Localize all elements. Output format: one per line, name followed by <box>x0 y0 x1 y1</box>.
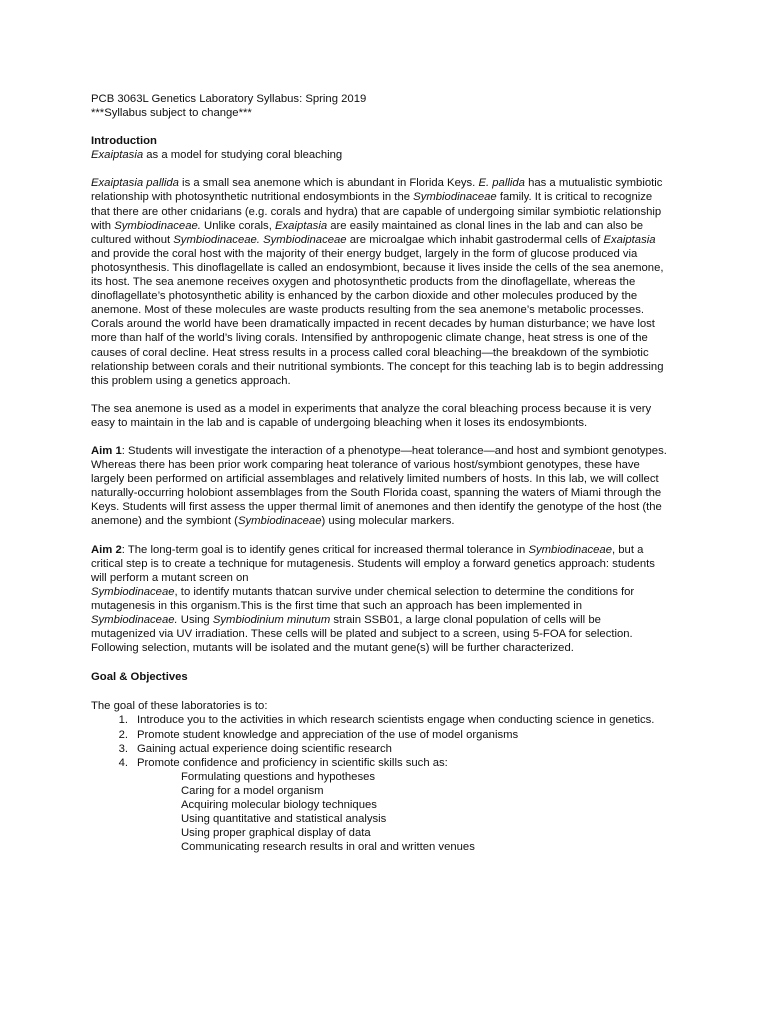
goals-heading: Goal & Objectives <box>91 671 188 684</box>
goal-item <box>91 713 667 727</box>
italic-term: Symbiodinaceae. <box>91 614 178 626</box>
text-run: : Students will investigate the interaction of a phenotype—heat tolerance—and host and symbiont genotypes. Whereas there has been prior work comparing heat tolerance of various host/symbiont genotypes, these have largely been performed on artificial assemblages and relatively limited numbers of hosts. In this lab, we will collect naturally-occurring holobiont assemblages from the South Florida coast, spanning the waters of Miami through the Keys. Students will first assess the upper thermal limit of anemones and then identify the genotype of the host (the anemone) and the symbiont ( <box>91 444 667 528</box>
intro-paragraph-1 <box>91 176 667 387</box>
italic-term: Symbiodinium minutum <box>212 614 331 626</box>
text-run: , to identify mutants thatcan survive under chemical selection to determine the conditions for mutagenesis in this organism.This is the first time that such an approach has been implemented in <box>91 585 635 612</box>
document-title: PCB 3063L Genetics Laboratory Syllabus: Spring 2019 <box>91 93 367 105</box>
intro-subtitle-text: as a model for studying coral bleaching <box>143 149 343 162</box>
italic-term: Exaiptasia <box>603 233 656 246</box>
italic-term: Symbiodinaceae <box>237 515 322 528</box>
aim-2-body <box>91 544 655 655</box>
text-run: and provide the coral host with the majority of their energy budget, largely in the form of glucose produced via photosynthesis. This dinoflagellate is called an endosymbiont, because it lives inside the cells of the sea anemone, its host. The sea anemone receives oxygen and photosynthetic products from the dinoflagellate, whereas the dinoflagellate’s photosynthetic ability is enhanced by the carbon dioxide and other molecules produced by the anemone. Most of these molecules are waste products resulting from the sea anemone’s metabolic processes. Corals around the world have been dramatically impacted in recent decades by human disturbance; we have lost more than half of the world’s living corals. Intensified by anthropogenic climate change, heat stress is one of the causes of coral decline. Heat stress results in a process called coral bleaching—the breakdown of the symbiotic relationship between corals and their nutritional symbionts. The concept for this teaching lab is to begin addressing this problem using a genetics approach. <box>91 247 664 387</box>
skills-list <box>91 770 667 855</box>
italic-term: E. pallida <box>478 177 525 190</box>
italic-term: Symbiodinaceae. <box>114 219 201 232</box>
goal-item <box>91 756 667 770</box>
aim-2-label: Aim 2 <box>91 543 122 556</box>
goal-item <box>91 728 667 742</box>
intro-subtitle <box>91 148 667 162</box>
skill-item: Using quantitative and statistical analysis <box>181 813 387 826</box>
text-run: family. It is critical to recognize that there are other cnidarians (e.g. corals and hydra) that are capable of undergoing similar symbiotic relationship with <box>91 191 662 232</box>
goals-list <box>91 713 667 769</box>
italic-term: Symbiodinaceae. Symbiodinaceae <box>173 233 347 246</box>
aim-2-paragraph <box>91 543 667 656</box>
skill-item: Caring for a model organism <box>181 784 324 797</box>
goal-number: 3. <box>118 742 128 755</box>
aim-1-body <box>91 445 667 527</box>
text-run: are microalgae which inhabit gastrodermal cells of <box>346 233 604 246</box>
goal-text: Promote student knowledge and appreciation of the use of model organisms <box>137 728 519 741</box>
goal-item <box>91 742 667 756</box>
goal-number: 1. <box>118 714 128 727</box>
text-run: has a mutualistic symbiotic relationship with photosynthetic nutritional endosymbionts in the <box>91 177 663 204</box>
text-run: ) using molecular markers. <box>321 515 455 528</box>
italic-term: Exaiptasia <box>275 219 328 232</box>
text-run: Using <box>177 614 213 626</box>
italic-term: Symbiodinaceae <box>91 585 175 598</box>
italic-term: Symbiodinaceae <box>528 543 612 556</box>
skill-item: Acquiring molecular biology techniques <box>181 799 377 812</box>
intro-paragraph-2: The sea anemone is used as a model in experiments that analyze the coral bleaching process because it is very easy to maintain in the lab and is capable of undergoing bleaching when it loses its endosymbionts. <box>91 402 652 429</box>
text-run: , but a critical step is to create a technique for mutagenesis. Students will employ a forward genetics approach: students will perform a mutant screen on <box>91 543 655 584</box>
skill-item: Using proper graphical display of data <box>181 827 371 840</box>
change-notice: ***Syllabus subject to change*** <box>91 107 252 120</box>
intro-heading: Introduction <box>91 135 157 148</box>
goals-lead: The goal of these laboratories is to: <box>91 700 268 713</box>
goal-number: 2. <box>118 728 128 741</box>
goal-text: Promote confidence and proficiency in scientific skills such as: <box>137 756 448 769</box>
skill-item: Formulating questions and hypotheses <box>181 770 376 783</box>
syllabus-document <box>91 92 667 854</box>
aim-1-paragraph <box>91 444 667 529</box>
skill-item: Communicating research results in oral and written venues <box>181 841 475 854</box>
goal-text: Introduce you to the activities in which research scientists engage when conducting science in genetics. <box>137 714 655 727</box>
text-run: are easily maintained as clonal lines in the lab and can also be cultured without <box>91 219 644 246</box>
text-run: strain SSB01, a large clonal population of cells will be mutagenized via UV irradiation. These cells will be plated and subject to a screen, using 5-FOA for selection. Following selection, mutants will be isolated and the mutant gene(s) will be further characterized. <box>91 614 633 655</box>
aim-1-label: Aim 1 <box>91 444 122 457</box>
text-run: Unlike corals, <box>200 219 275 232</box>
italic-term: Exaiptasia pallida <box>91 177 179 190</box>
text-run: is a small sea anemone which is abundant in Florida Keys. <box>178 177 479 190</box>
italic-term: Symbiodinaceae <box>413 191 497 204</box>
intro-subtitle-organism: Exaiptasia <box>91 149 144 162</box>
goal-number: 4. <box>118 756 128 769</box>
text-run: : The long-term goal is to identify genes critical for increased thermal tolerance in <box>121 543 529 556</box>
goal-text: Gaining actual experience doing scientific research <box>137 742 392 755</box>
